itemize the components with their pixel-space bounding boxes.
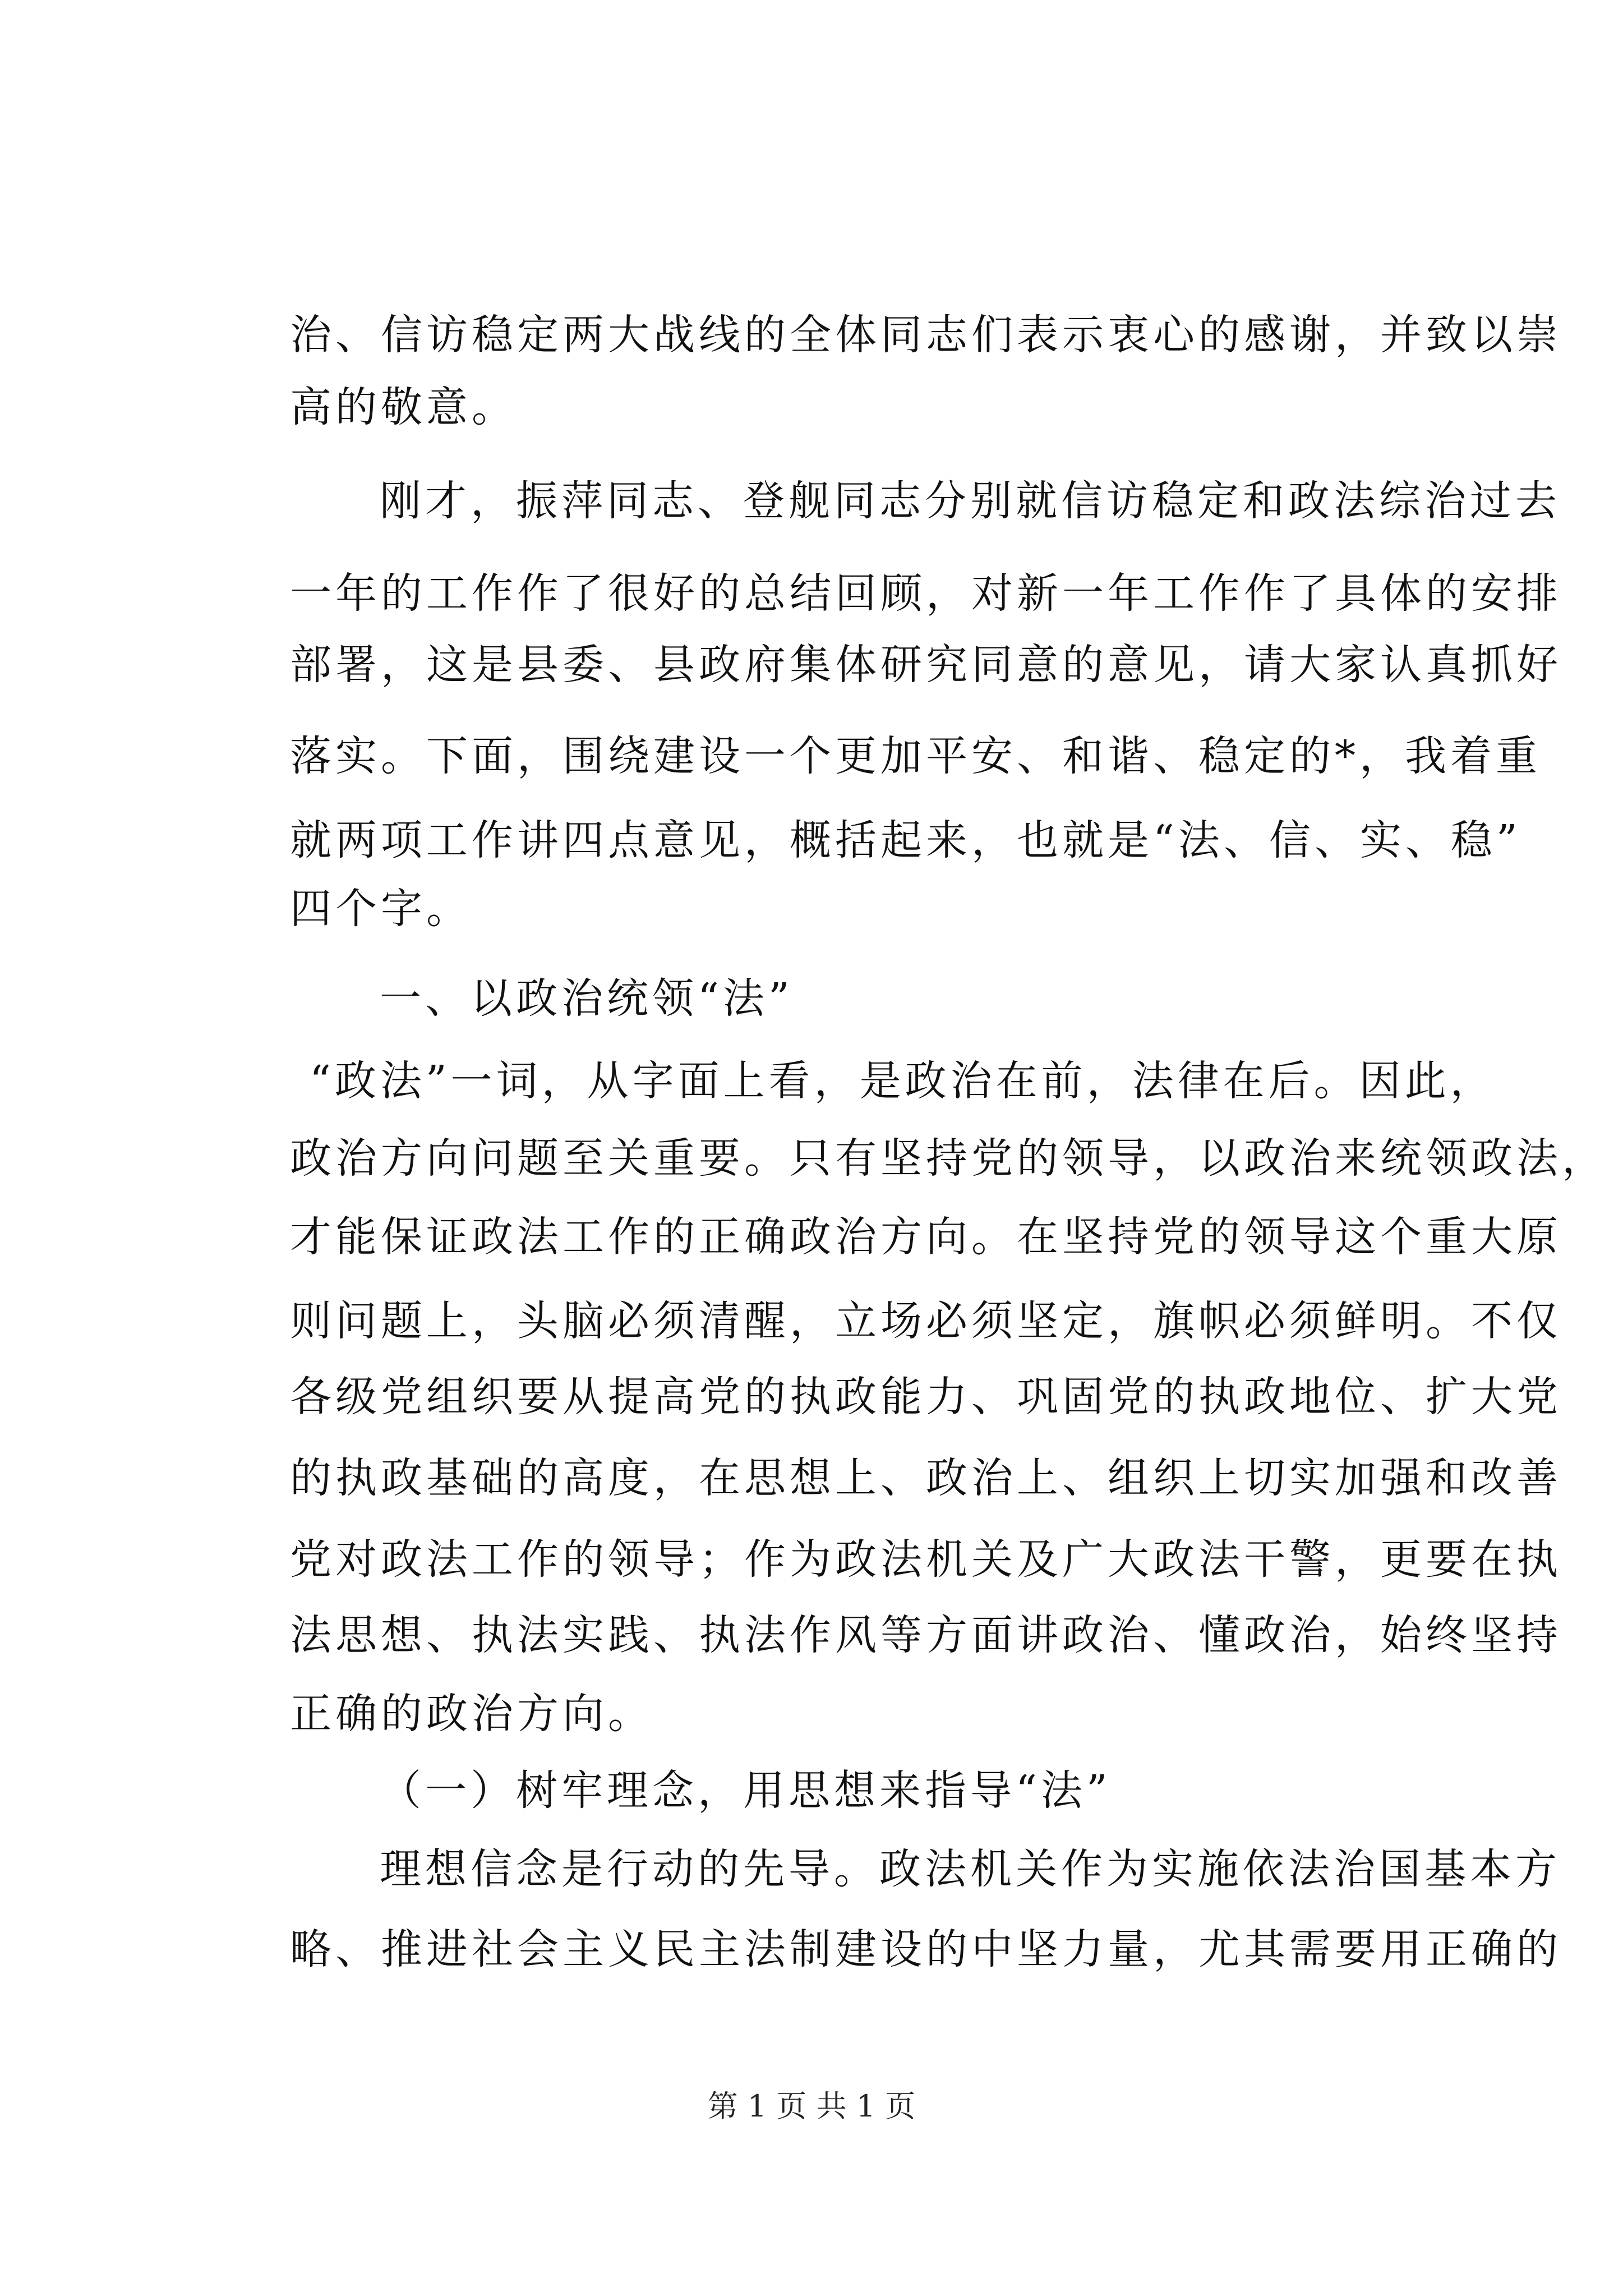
text-line: 的执政基础的高度，在思想上、政治上、组织上切实加强和改善 xyxy=(290,1454,1562,1502)
text-line: 高的敬意。 xyxy=(290,383,517,431)
subsection-heading: （一）树牢理念，用思想来指导“法” xyxy=(380,1766,1112,1815)
text-line: 才能保证政法工作的正确政治方向。在坚持党的领导这个重大原 xyxy=(290,1213,1562,1261)
text-line: 一年的工作作了很好的总结回顾，对新一年工作作了具体的安排 xyxy=(290,569,1562,618)
text-line: 法思想、执法实践、执法作风等方面讲政治、懂政治，始终坚持 xyxy=(290,1611,1562,1659)
text-line: 各级党组织要从提高党的执政能力、巩固党的执政地位、扩大党 xyxy=(290,1373,1562,1421)
text-line: 政治方向问题至关重要。只有坚持党的领导，以政治来统领政法， xyxy=(290,1134,1607,1182)
text-line: 略、推进社会主义民主法制建设的中坚力量，尤其需要用正确的 xyxy=(290,1925,1562,1973)
text-line: 刚才，振萍同志、登舰同志分别就信访稳定和政法综治过去 xyxy=(380,477,1561,525)
text-line: 四个字。 xyxy=(290,885,472,933)
text-line: 就两项工作讲四点意见，概括起来，也就是“法、信、实、稳” xyxy=(290,816,1521,864)
section-heading: 一、以政治统领“法” xyxy=(380,974,794,1023)
text-line: 落实。下面，围绕建设一个更加平安、和谐、稳定的*，我着重 xyxy=(290,732,1541,780)
text-line: 则问题上，头脑必须清醒，立场必须坚定，旗帜必须鲜明。不仅 xyxy=(290,1297,1562,1345)
text-line: “政法”一词，从字面上看，是政治在前，法律在后。因此， xyxy=(310,1057,1496,1105)
text-line: 正确的政治方向。 xyxy=(290,1690,653,1738)
text-line: 部署，这是县委、县政府集体研究同意的意见，请大家认真抓好 xyxy=(290,641,1562,689)
text-line: 治、信访稳定两大战线的全体同志们表示衷心的感谢，并致以崇 xyxy=(290,311,1562,359)
page-number: 第 1 页 共 1 页 xyxy=(707,2088,916,2124)
text-line: 党对政法工作的领导；作为政法机关及广大政法干警，更要在执 xyxy=(290,1535,1562,1584)
text-line: 理想信念是行动的先导。政法机关作为实施依法治国基本方 xyxy=(380,1845,1561,1893)
